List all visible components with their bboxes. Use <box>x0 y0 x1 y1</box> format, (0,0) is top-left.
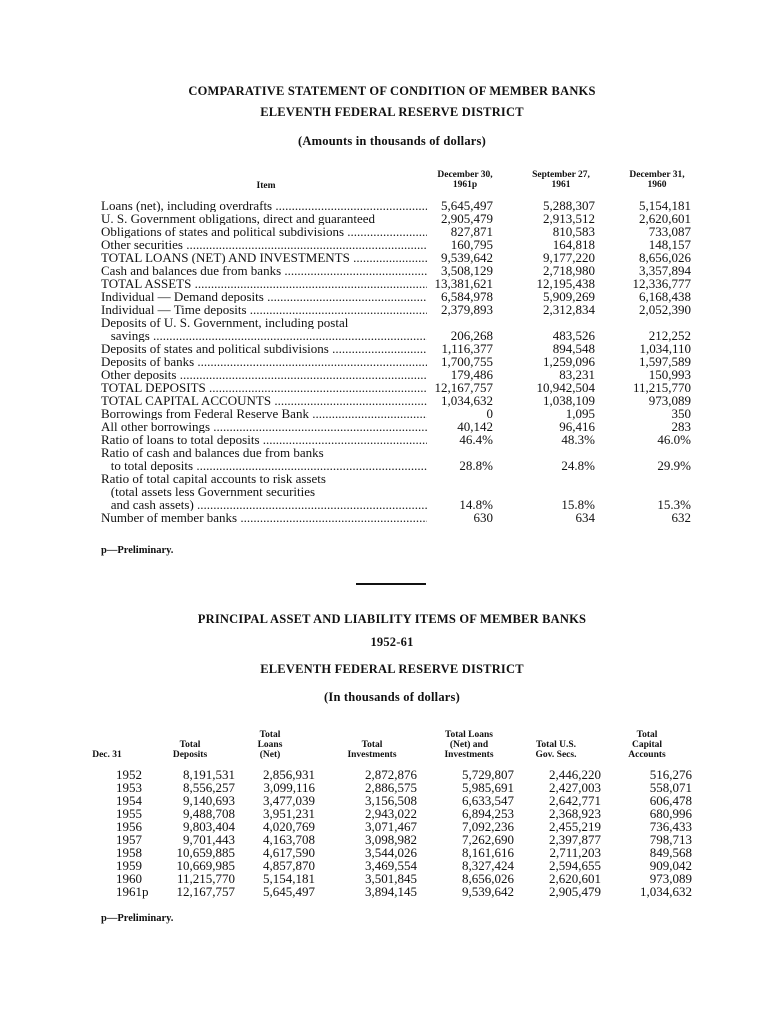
cell-value: 6,168,438 <box>639 289 691 304</box>
row-label: (total assets less Government securities <box>101 485 316 498</box>
col-sep27-header <box>515 170 607 190</box>
cell-value: 630 <box>473 510 493 525</box>
cell-value: 46.4% <box>459 432 493 447</box>
cell-value: 1,095 <box>565 406 595 421</box>
cell-value: 7,262,690 <box>462 832 514 847</box>
cell-value: 3,156,508 <box>365 793 417 808</box>
column-header-line: Capital <box>631 740 663 750</box>
cell-value: 164,818 <box>552 237 595 252</box>
cell-value: 6,894,253 <box>462 806 514 821</box>
cell-value: 4,617,590 <box>263 845 315 860</box>
cell-value: 10,659,885 <box>176 845 235 860</box>
cell-value: 810,583 <box>552 224 595 239</box>
column-header-line: Total <box>259 730 281 740</box>
column-header <box>62 750 152 760</box>
cell-value: 5,645,497 <box>441 198 493 213</box>
row-label: TOTAL DEPOSITS ..... <box>101 381 427 394</box>
cell-value: 1,034,632 <box>441 393 493 408</box>
year-cell: 1959 <box>116 858 142 873</box>
column-header-line: (Net) <box>259 750 281 760</box>
cell-value: 5,645,497 <box>263 884 315 899</box>
col-dec31-line1: December 31, <box>629 170 685 180</box>
section-divider <box>356 583 426 585</box>
cell-value: 11,215,770 <box>632 380 691 395</box>
cell-value: 1,038,109 <box>543 393 595 408</box>
column-header-line: Loans <box>257 740 283 750</box>
col-sep27-line1: September 27, <box>532 170 590 180</box>
column-header <box>511 740 601 760</box>
column-header-line: Deposits <box>172 750 208 760</box>
cell-value: 973,089 <box>648 393 691 408</box>
cell-value: 148,157 <box>648 237 691 252</box>
cell-value: 1,259,096 <box>543 354 595 369</box>
row-label: savings ..... <box>101 329 427 342</box>
cell-value: 14.8% <box>459 497 493 512</box>
column-header <box>602 730 692 760</box>
cell-value: 11,215,770 <box>176 871 235 886</box>
cell-value: 516,276 <box>649 767 692 782</box>
section2-title-line1: PRINCIPAL ASSET AND LIABILITY ITEMS OF MEMBER BANKS <box>197 612 587 626</box>
cell-value: 9,701,443 <box>183 832 235 847</box>
cell-value: 2,642,771 <box>549 793 601 808</box>
cell-value: 3,071,467 <box>365 819 417 834</box>
section2-subtitle: (In thousands of dollars) <box>324 690 460 704</box>
cell-value: 2,905,479 <box>549 884 601 899</box>
cell-value: 350 <box>671 406 691 421</box>
col-item-header: Item <box>256 181 276 191</box>
cell-value: 5,154,181 <box>639 198 691 213</box>
cell-value: 2,905,479 <box>441 211 493 226</box>
cell-value: 8,191,531 <box>183 767 235 782</box>
cell-value: 9,488,708 <box>183 806 235 821</box>
row-label: and cash assets) ..... <box>101 498 427 511</box>
cell-value: 3,099,116 <box>263 780 315 795</box>
cell-value: 2,943,022 <box>365 806 417 821</box>
column-header-line: Investments <box>347 750 397 760</box>
table-row <box>0 303 784 316</box>
column-header-line: Total <box>636 730 658 740</box>
cell-value: 632 <box>671 510 691 525</box>
cell-value: 4,857,870 <box>263 858 315 873</box>
cell-value: 3,894,145 <box>365 884 417 899</box>
cell-value: 1,034,110 <box>639 341 691 356</box>
cell-value: 24.8% <box>561 458 595 473</box>
cell-value: 827,871 <box>450 224 493 239</box>
cell-value: 2,886,575 <box>365 780 417 795</box>
cell-value: 2,368,923 <box>549 806 601 821</box>
row-label: Deposits of banks ..... <box>101 355 427 368</box>
cell-value: 15.3% <box>657 497 691 512</box>
cell-value: 973,089 <box>649 871 692 886</box>
cell-value: 2,446,220 <box>549 767 601 782</box>
cell-value: 3,469,554 <box>365 858 417 873</box>
row-label: Other deposits ..... <box>101 368 427 381</box>
row-label: to total deposits ..... <box>101 459 427 472</box>
cell-value: 212,252 <box>648 328 691 343</box>
cell-value: 5,909,269 <box>543 289 595 304</box>
cell-value: 0 <box>486 406 493 421</box>
table-row <box>0 394 784 407</box>
cell-value: 4,020,769 <box>263 819 315 834</box>
cell-value: 6,633,547 <box>462 793 514 808</box>
row-label: Obligations of states and political subdivisions ..... <box>101 225 427 238</box>
section1-footnote: p—Preliminary. <box>101 545 174 556</box>
cell-value: 12,167,757 <box>434 380 493 395</box>
section2-title-line2: 1952-61 <box>370 635 414 649</box>
cell-value: 10,669,985 <box>176 858 235 873</box>
cell-value: 3,544,026 <box>365 845 417 860</box>
cell-value: 2,711,203 <box>549 845 601 860</box>
cell-value: 634 <box>575 510 595 525</box>
cell-value: 8,556,257 <box>183 780 235 795</box>
col-dec30-line1: December 30, <box>437 170 493 180</box>
cell-value: 558,071 <box>649 780 692 795</box>
cell-value: 150,993 <box>648 367 691 382</box>
cell-value: 9,803,404 <box>183 819 235 834</box>
cell-value: 2,620,601 <box>639 211 691 226</box>
cell-value: 606,478 <box>649 793 692 808</box>
column-header <box>225 730 315 760</box>
cell-value: 3,357,894 <box>639 263 691 278</box>
cell-value: 5,288,307 <box>543 198 595 213</box>
cell-value: 9,539,642 <box>462 884 514 899</box>
row-label: Number of member banks ..... <box>101 511 427 524</box>
cell-value: 48.3% <box>561 432 595 447</box>
cell-value: 680,996 <box>649 806 692 821</box>
cell-value: 283 <box>671 419 691 434</box>
column-header-line: Investments <box>444 750 494 760</box>
column-header <box>424 730 514 760</box>
cell-value: 5,985,691 <box>462 780 514 795</box>
cell-value: 8,656,026 <box>639 250 691 265</box>
cell-value: 15.8% <box>561 497 595 512</box>
cell-value: 894,548 <box>552 341 595 356</box>
row-label: Other securities ..... <box>101 238 427 251</box>
cell-value: 1,597,589 <box>639 354 691 369</box>
row-label: Deposits of states and political subdivisions ..... <box>101 342 427 355</box>
col-sep27-line2: 1961 <box>551 180 571 190</box>
row-label: All other borrowings ..... <box>101 420 427 433</box>
column-header-line: Gov. Secs. <box>535 750 577 760</box>
year-cell: 1961p <box>116 884 149 899</box>
table-row <box>0 472 784 485</box>
cell-value: 1,034,632 <box>640 884 692 899</box>
cell-value: 3,501,845 <box>365 871 417 886</box>
cell-value: 10,942,504 <box>536 380 595 395</box>
cell-value: 4,163,708 <box>263 832 315 847</box>
cell-value: 83,231 <box>559 367 595 382</box>
column-header-line: Total U.S. <box>535 740 577 750</box>
section1-subtitle: (Amounts in thousands of dollars) <box>298 134 486 148</box>
cell-value: 29.9% <box>657 458 691 473</box>
table-row <box>0 885 784 898</box>
row-label: Ratio of total capital accounts to risk assets <box>101 472 326 485</box>
table-row <box>0 459 784 472</box>
cell-value: 2,913,512 <box>543 211 595 226</box>
cell-value: 733,087 <box>648 224 691 239</box>
cell-value: 2,856,931 <box>263 767 315 782</box>
row-label: Borrowings from Federal Reserve Bank ..... <box>101 407 427 420</box>
cell-value: 2,427,003 <box>549 780 601 795</box>
cell-value: 2,397,877 <box>549 832 601 847</box>
row-label: U. S. Government obligations, direct and guaranteed <box>101 212 376 225</box>
col-dec30-line2: 1961p <box>452 180 478 190</box>
year-cell: 1952 <box>116 767 142 782</box>
cell-value: 160,795 <box>450 237 493 252</box>
cell-value: 2,872,876 <box>365 767 417 782</box>
cell-value: 9,539,642 <box>441 250 493 265</box>
cell-value: 13,381,621 <box>434 276 493 291</box>
cell-value: 6,584,978 <box>441 289 493 304</box>
row-label: TOTAL ASSETS ..... <box>101 277 427 290</box>
col-dec31-line2: 1960 <box>647 180 667 190</box>
cell-value: 2,052,390 <box>639 302 691 317</box>
row-label: Loans (net), including overdrafts ..... <box>101 199 427 212</box>
cell-value: 9,140,693 <box>183 793 235 808</box>
row-label: Ratio of cash and balances due from banks <box>101 446 324 459</box>
column-header-line: Total Loans <box>445 730 493 740</box>
row-label: Individual — Time deposits ..... <box>101 303 427 316</box>
cell-value: 7,092,236 <box>462 819 514 834</box>
cell-value: 206,268 <box>450 328 493 343</box>
table-row <box>0 407 784 420</box>
cell-value: 40,142 <box>457 419 493 434</box>
cell-value: 28.8% <box>459 458 493 473</box>
cell-value: 736,433 <box>649 819 692 834</box>
year-cell: 1956 <box>116 819 142 834</box>
cell-value: 1,700,755 <box>441 354 493 369</box>
year-cell: 1954 <box>116 793 142 808</box>
row-label: TOTAL LOANS (NET) AND INVESTMENTS ..... <box>101 251 427 264</box>
column-header-line: Dec. 31 <box>92 750 122 760</box>
cell-value: 1,116,377 <box>441 341 493 356</box>
cell-value: 8,656,026 <box>462 871 514 886</box>
cell-value: 2,594,655 <box>549 858 601 873</box>
cell-value: 96,416 <box>559 419 595 434</box>
cell-value: 5,154,181 <box>263 871 315 886</box>
table-row <box>0 511 784 524</box>
column-header <box>327 740 417 760</box>
cell-value: 12,195,438 <box>536 276 595 291</box>
column-header-line: Accounts <box>628 750 666 760</box>
row-label: TOTAL CAPITAL ACCOUNTS ..... <box>101 394 427 407</box>
cell-value: 909,042 <box>649 858 692 873</box>
table-row <box>0 433 784 446</box>
column-header-line: (Net) and <box>449 740 489 750</box>
cell-value: 483,526 <box>552 328 595 343</box>
col-dec31-header <box>611 170 703 190</box>
cell-value: 798,713 <box>649 832 692 847</box>
column-header <box>145 740 235 760</box>
row-label: Ratio of loans to total deposits ..... <box>101 433 427 446</box>
cell-value: 2,620,601 <box>549 871 601 886</box>
cell-value: 8,161,616 <box>462 845 514 860</box>
section2-footnote: p—Preliminary. <box>101 913 174 924</box>
cell-value: 3,508,129 <box>441 263 493 278</box>
row-label: Deposits of U. S. Government, including postal <box>101 316 349 329</box>
year-cell: 1958 <box>116 845 142 860</box>
cell-value: 2,718,980 <box>543 263 595 278</box>
cell-value: 9,177,220 <box>543 250 595 265</box>
col-dec30-header <box>420 170 510 190</box>
cell-value: 8,327,424 <box>462 858 514 873</box>
year-cell: 1960 <box>116 871 142 886</box>
cell-value: 5,729,807 <box>462 767 514 782</box>
column-header-line: Total <box>179 740 201 750</box>
year-cell: 1957 <box>116 832 142 847</box>
cell-value: 2,312,834 <box>543 302 595 317</box>
section2-title-line3: ELEVENTH FEDERAL RESERVE DISTRICT <box>260 662 524 676</box>
section1-title-line2: ELEVENTH FEDERAL RESERVE DISTRICT <box>260 105 524 119</box>
cell-value: 849,568 <box>649 845 692 860</box>
row-label: Cash and balances due from banks ..... <box>101 264 427 277</box>
cell-value: 2,379,893 <box>441 302 493 317</box>
cell-value: 3,951,231 <box>263 806 315 821</box>
cell-value: 3,098,982 <box>365 832 417 847</box>
cell-value: 46.0% <box>657 432 691 447</box>
section1-title-line1: COMPARATIVE STATEMENT OF CONDITION OF MEMBER BANKS <box>188 84 596 98</box>
cell-value: 12,167,757 <box>176 884 235 899</box>
cell-value: 12,336,777 <box>632 276 691 291</box>
cell-value: 2,455,219 <box>549 819 601 834</box>
column-header-line: Total <box>361 740 383 750</box>
cell-value: 3,477,039 <box>263 793 315 808</box>
year-cell: 1955 <box>116 806 142 821</box>
year-cell: 1953 <box>116 780 142 795</box>
row-label: Individual — Demand deposits ..... <box>101 290 427 303</box>
cell-value: 179,486 <box>450 367 493 382</box>
table-row <box>0 498 784 511</box>
